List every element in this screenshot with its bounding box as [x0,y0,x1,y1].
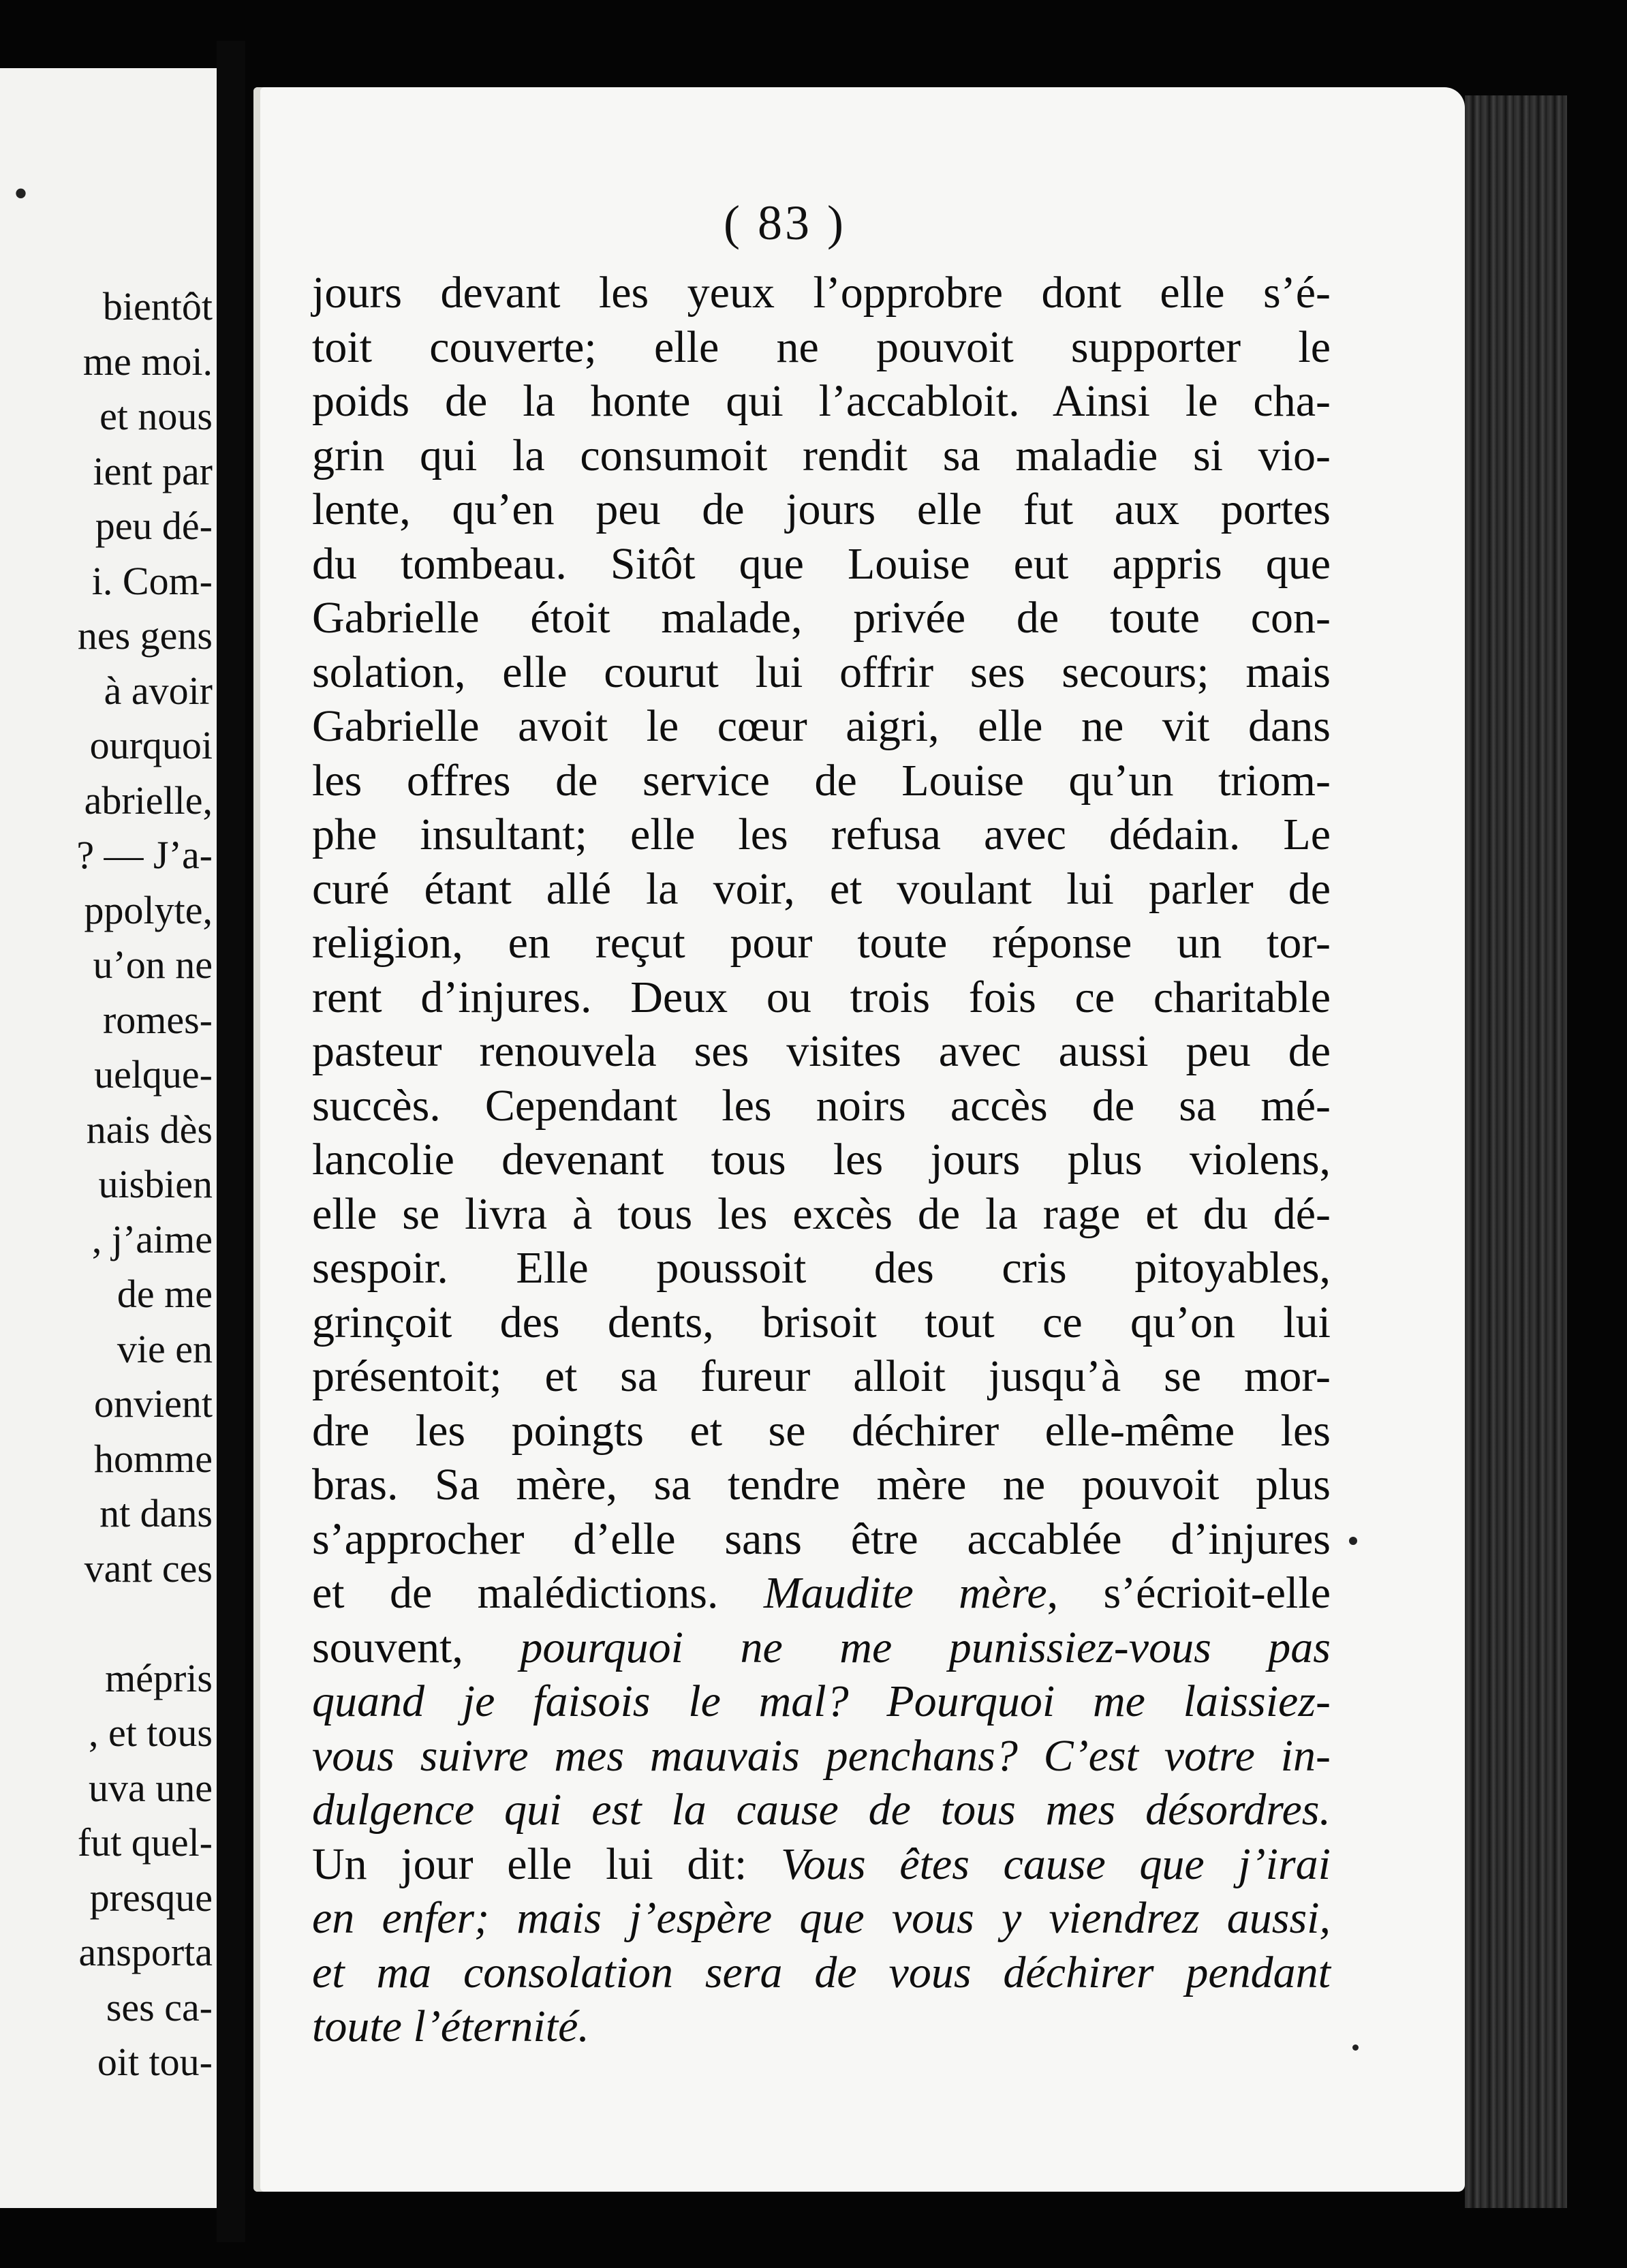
text-line-mixed [312,1621,1331,1675]
text-line: rent d’injures. Deux ou trois fois ce charitable [312,972,1331,1022]
text-line: bras. Sa mère, sa tendre mère ne pouvoit plus [312,1460,1331,1510]
text-line: sespoir. Elle poussoit des cris pitoyables, [312,1243,1331,1293]
book-gutter [217,41,245,2242]
text-line: s’approcher d’elle sans être accablée d’injures [312,1514,1331,1564]
left-page-line: ses ca- [106,1984,213,2029]
left-page-line: nes gens [77,613,213,658]
roman-text: , s’écrioit-elle [1047,1568,1331,1618]
left-page-line: vant ces [84,1546,213,1591]
left-page-line: ansporta [78,1930,213,1974]
text-line: du tombeau. Sitôt que Louise eut appris que [312,538,1331,589]
roman-text: Un jour elle lui dit: [312,1839,781,1889]
italic-line: dulgence qui est la cause de tous mes désordres. [312,1785,1331,1835]
left-page-line: de me [117,1272,213,1316]
left-page-line: i. Com- [91,558,213,603]
left-page-line: uelque- [94,1052,213,1097]
italic-line: vous suivre mes mauvais penchans? C’est votre in- [312,1730,1331,1781]
text-line: Gabrielle étoit malade, privée de toute con- [312,593,1331,643]
left-page-line: presque [89,1875,213,1920]
left-page-line: me moi. [82,339,213,384]
italic-text: pourquoi ne me punissiez-vous pas [520,1622,1331,1672]
text-line: curé étant allé la voir, et voulant lui parler de [312,863,1331,914]
text-line: Gabrielle avoit le cœur aigri, elle ne vit dans [312,701,1331,751]
roman-text: souvent, [312,1622,521,1672]
italic-text: Maudite mère [763,1568,1047,1618]
italic-line: toute l’éternité. [312,2002,589,2051]
text-line: elle se livra à tous les excès de la rage et du dé- [312,1189,1331,1239]
text-line: phe insultant; elle les refusa avec dédain. Le [312,810,1331,859]
text-line: succès. Cependant les noirs accès de sa mé- [312,1080,1331,1131]
left-page-line: fut quel- [77,1820,213,1865]
text-line: solation, elle courut lui offrir ses secours; mais [312,647,1331,697]
text-line: présentoit; et sa fureur alloit jusqu’à se mor- [312,1351,1331,1401]
roman-text: et de malédictions. [312,1568,764,1618]
text-line: jours devant les yeux l’opprobre dont elle s’é- [312,268,1331,318]
left-page-line: à avoir [104,668,213,713]
text-line: grinçoit des dents, brisoit tout ce qu’on lui [312,1297,1331,1347]
text-line: poids de la honte qui l’accabloit. Ainsi le cha- [312,376,1331,426]
left-page-line: u’on ne [93,943,213,987]
text-line-mixed [312,1566,1331,1621]
left-page-line: nt dans [99,1491,213,1535]
left-page-text [0,279,213,2090]
italic-line: et ma consolation sera de vous déchirer pendant [312,1947,1331,1997]
left-page-line: vie en [117,1326,213,1371]
italic-line: en enfer; mais j’espère que vous y viendrez aussi, [312,1893,1331,1943]
left-page-line: oit tou- [97,2040,213,2084]
text-line: religion, en reçut pour toute réponse un tor- [312,918,1331,968]
text-line: dre les poingts et se déchirer elle-même les [312,1405,1331,1456]
left-page-fragment [0,68,217,2208]
text-line: pasteur renouvela ses visites avec aussi peu de [312,1026,1331,1076]
left-page-line: bientôt [102,284,213,328]
text-line-mixed [312,1837,1331,1892]
left-page-line: uva une [89,1765,213,1810]
left-page-line: ppolyte, [84,887,213,932]
text-line: lente, qu’en peu de jours elle fut aux portes [312,485,1331,534]
left-page-line [0,1596,213,1651]
italic-text: Vous êtes cause que j’irai [781,1839,1331,1889]
ink-speck [1352,2044,1359,2051]
left-page-line: romes- [102,997,213,1042]
left-page-smudge: • [14,171,29,216]
ink-speck [1349,1537,1357,1545]
left-page-line: , et tous [88,1711,213,1755]
body-text [312,266,1331,2054]
left-page-line: ient par [93,448,213,493]
left-page-line: et nous [99,394,213,438]
left-page-line: ? — J’a- [76,833,213,877]
text-line: grin qui la consumoit rendit sa maladie si vio- [312,430,1331,480]
page-number: ( 83 ) [724,196,846,250]
left-page-line: homme [94,1436,213,1481]
italic-line: quand je faisois le mal? Pourquoi me laissiez- [312,1676,1331,1726]
left-page-line: mépris [105,1655,213,1700]
left-page-line: peu dé- [95,504,213,548]
left-page-line: nais dès [86,1107,213,1152]
left-page-line: ourquoi [89,723,213,767]
text-line: toit couverte; elle ne pouvoit supporter le [312,322,1331,372]
text-line: les offres de service de Louise qu’un triom- [312,755,1331,806]
left-page-line: uisbien [98,1162,213,1206]
text-line: lancolie devenant tous les jours plus violens, [312,1135,1331,1184]
left-page-line: abrielle, [84,778,213,823]
left-page-line: onvient [94,1381,213,1426]
page-edges [1465,95,1567,2208]
left-page-line: , j’aime [91,1216,213,1261]
